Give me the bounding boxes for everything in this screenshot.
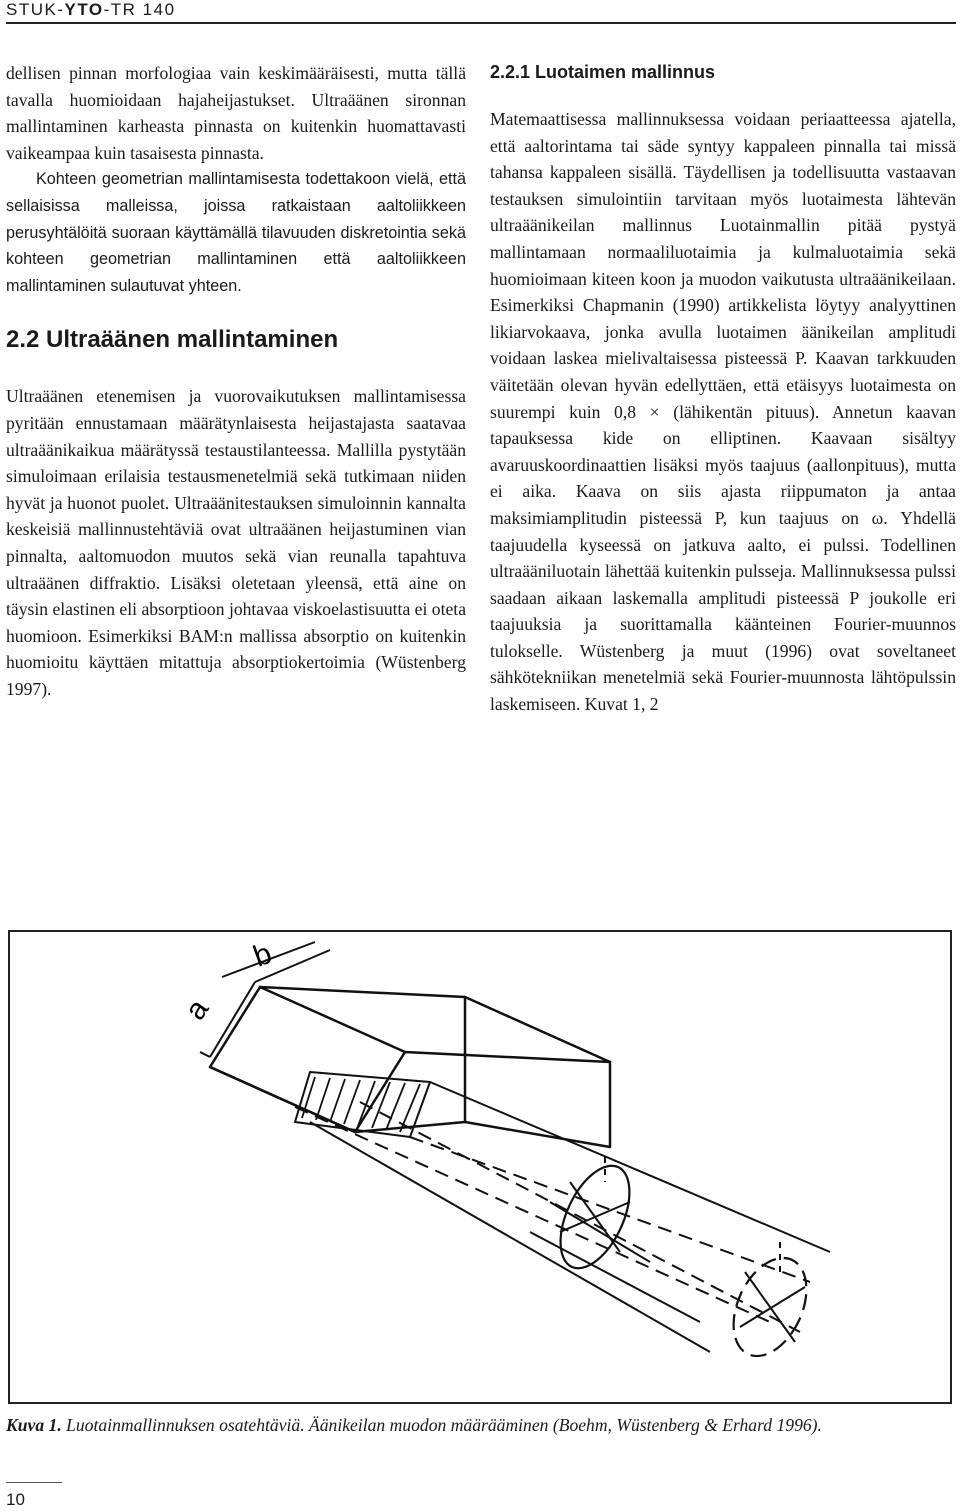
probe-housing-right [465,997,610,1147]
right-column [490,60,956,718]
label-a: a [178,993,216,1027]
label-b: b [249,936,277,974]
section-axes [560,1157,805,1342]
header-suffix: -TR 140 [103,0,176,19]
figure-frame [8,930,952,1404]
probe-beam-diagram [10,932,954,1406]
subsection-heading: 2.2.1 Luotaimen mallinnus [490,62,716,82]
header-series: YTO [64,0,104,19]
caption-text: Luotainmallinnuksen osatehtäviä. Äänikeilan muodon määrääminen (Boehm, Wüstenberg & Erhard 1996). [61,1415,822,1435]
header-rule [6,22,956,24]
header-prefix: STUK- [6,0,65,19]
left-paragraph-3: Ultraäänen etenemisen ja vuorovaikutuksen mallintamisessa pyritään ennustamaan määrätynlaisesta heijastajasta saatavaa ultraäänikaikua määrätyssä testaustilanteessa. Mallilla pystytään simuloimaan erilaisia testausmenetelmiä sekä tutkimaan niiden hyvät ja huonot puolet. Ultraäänitestauksen simuloinnin kannalta keskeisiä mallinnustehtäviä ovat ultraäänen heijastuminen vian pinnalta, aaltomuodon muutos sekä vian reunalla tapahtuva ultraäänen diffraktio. Lisäksi oletetaan yleensä, että aine on täysin elastinen eli absorptioon johtavaa viskoelastisuutta ei oteta huomioon. Esimerkiksi BAM:n mallissa absorptio on kuitenkin huomioitu käyttäen mitattuja absorptiokertoimia (Wüstenberg 1997). [6,386,466,699]
running-header [6,0,176,20]
section-heading: 2.2 Ultraäänen mallintaminen [6,326,339,354]
footer-rule [6,1482,62,1483]
figure-caption [6,1412,956,1438]
caption-label: Kuva 1. [6,1415,62,1435]
beam-lines [295,1082,830,1352]
probe-housing-top [260,987,610,1062]
right-paragraph-1: Matemaattisessa mallinnuksessa voidaan periaatteessa ajatella, että aaltorintama tai säde syntyy kappaleen pinnalla tai missä tahansa kappaleen sisällä. Täydellisen ja todellisuutta vastaavan testauksen simulointiin tarvitaan myös luotaimesta lähtevän ultraäänikeilan mallinnus Luotainmallin pitää pystyä mallintamaan normaaliluotaimia ja kulmaluotaimia sekä huomioimaan kiteen koon ja muodon vaikutusta ultraäänikeilaan. Esimerkiksi Chapmanin (1990) artikkelista löytyy analyyttinen likiarvokaava, jonka avulla luotaimen äänikeilan amplitudi voidaan laskea mielivaltaisessa pisteessä P. Kaavan tarkkuuden väitetään olevan hyvän edellyttäen, että etäisyys luotaimesta on suurempi kuin 0,8 × (lähikentän pituus). Annetun kaavan tapauksessa kide on elliptinen. Kaavaan sisältyy avaruuskoordinaattien lisäksi myös taajuus (aallonpituus), mutta ei aika. Kaava on siis ajasta riippumaton ja antaa maksimiamplitudin pisteessä P, kun taajuus on ω. Yhdellä taajuudella kyseessä on jatkuva aalto, ei pulssi. Todellinen ultraääniluotain lähettää kuitenkin pulsseja. Mallinnuksessa pulssi saadaan aikaan laskemalla amplitudi pisteessä P joukolle eri taajuuksia ja suorittamalla käänteinen Fourier-muunnos tulokselle. Wüstenberg ja muut (1996) ovat soveltaneet sähkötekniikan menetelmiä sekä Fourier-muunnosta lähtöpulssin laskemiseen. Kuvat 1, 2 [490,109,956,715]
left-paragraph-2: Kohteen geometrian mallintamisesta todettakoon vielä, että sellaisissa malleissa, joissa ratkaistaan aaltoliikkeen perusyhtälöitä suoraan käyttämällä tilavuuden diskretointia sekä kohteen geometrian mallintaminen että aaltoliikkeen mallintaminen sulautuvat yhteen. [6,170,466,295]
left-paragraph-1: dellisen pinnan morfologiaa vain keskimääräisesti, mutta tällä tavalla huomioidaan hajaheijastukset. Ultraäänen sironnan mallintaminen karheasta pinnasta on kuitenkin huomattavasti vaikeampaa kuin tasaisesta pinnasta. [6,63,466,163]
page-number: 10 [6,1490,25,1509]
left-column [6,60,466,702]
